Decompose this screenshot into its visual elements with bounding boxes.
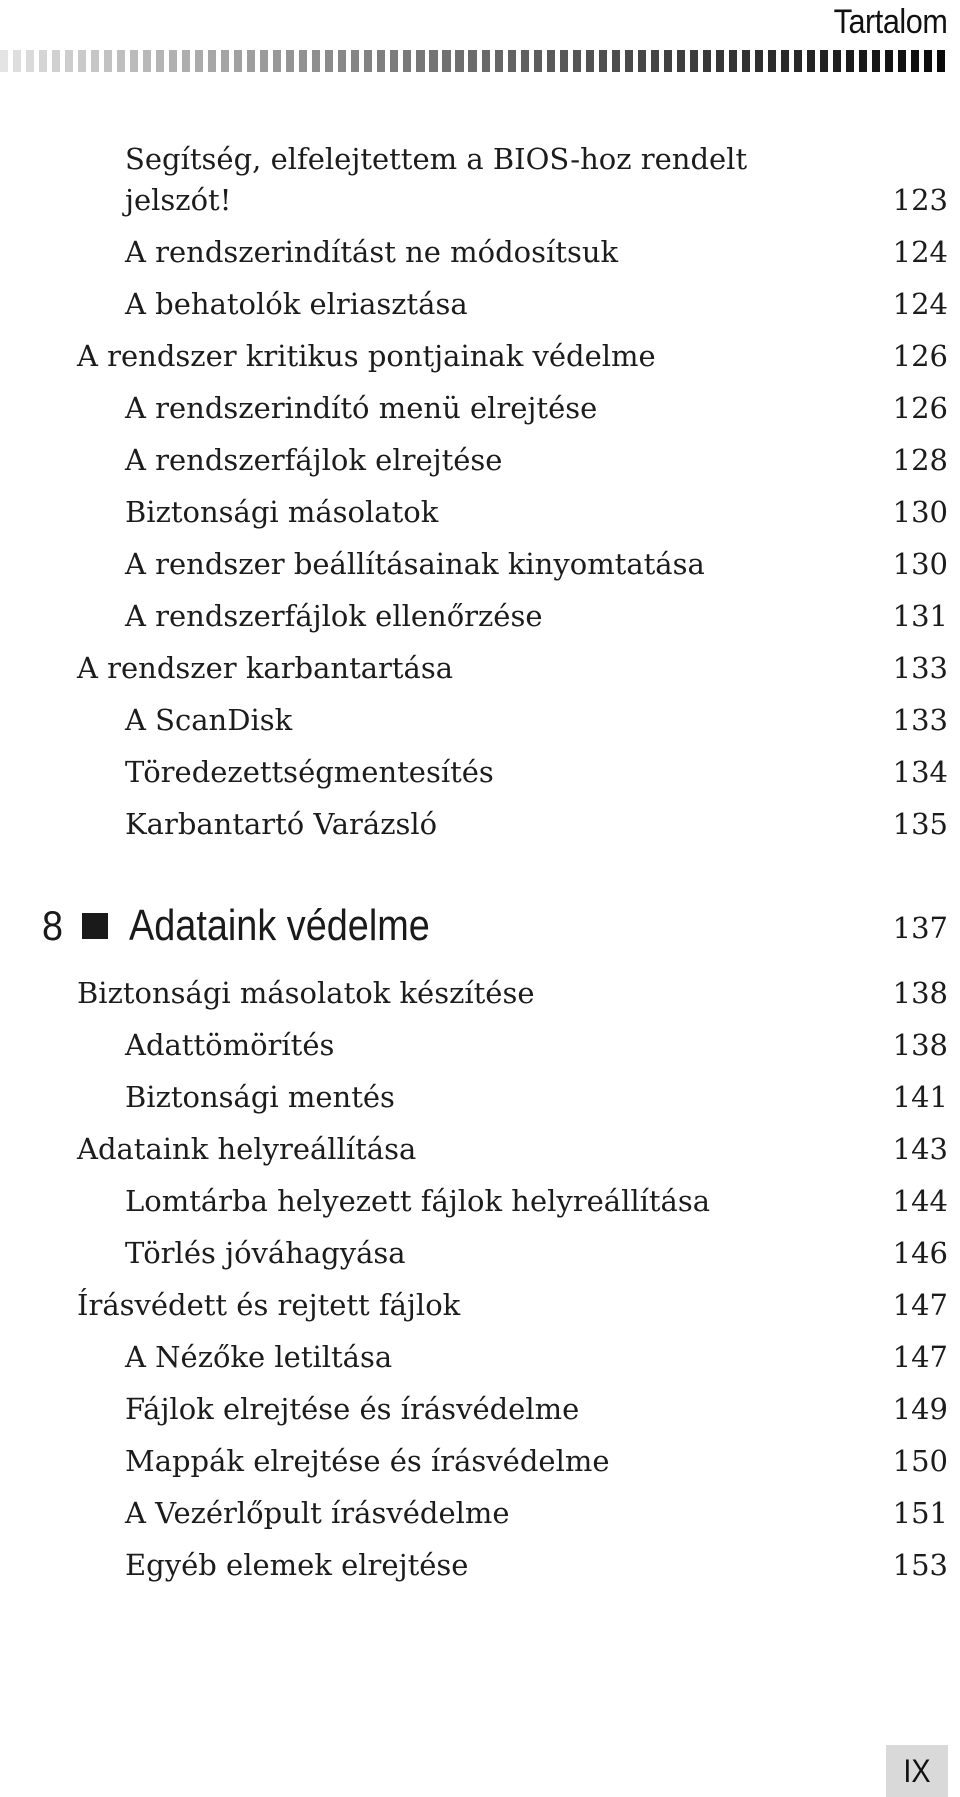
header-bar-block	[208, 50, 216, 72]
toc-entry[interactable]	[125, 1074, 948, 1120]
header-bar-block	[651, 50, 659, 72]
header-bar-block	[521, 50, 529, 72]
toc-entry-page: 124	[892, 287, 948, 321]
header-bar-block	[156, 50, 164, 72]
toc-entry-page: 153	[892, 1548, 948, 1582]
toc-entry[interactable]	[125, 697, 948, 743]
header-bar-block	[664, 50, 672, 72]
header-bar-block	[351, 50, 359, 72]
toc-entry-title: A rendszerindító menü elrejtése	[125, 391, 598, 425]
toc-entry-page: 138	[892, 976, 948, 1010]
toc-entry-title: Törlés jóváhagyása	[125, 1236, 406, 1270]
square-bullet-icon	[82, 913, 108, 939]
header-bar-block	[547, 50, 555, 72]
header-bar-block	[234, 50, 242, 72]
header-bar-block	[612, 50, 620, 72]
toc-entry-page: 151	[892, 1496, 948, 1530]
header-bar-block	[429, 50, 437, 72]
header-bar-block	[117, 50, 125, 72]
toc-entry-page: 150	[892, 1444, 948, 1478]
header-bar-block	[390, 50, 398, 72]
toc-entry-title: Biztonsági mentés	[125, 1080, 395, 1114]
toc-entry-title: A Vezérlőpult írásvédelme	[125, 1496, 510, 1530]
header-bar-block	[26, 50, 34, 72]
toc-entry-title: A rendszerindítást ne módosítsuk	[125, 235, 619, 269]
header-bar-block	[91, 50, 99, 72]
header-bar-block	[143, 50, 151, 72]
header-bar-block	[742, 50, 750, 72]
toc-entry[interactable]	[125, 801, 948, 847]
toc-entry[interactable]	[125, 281, 948, 327]
header-bar-block	[560, 50, 568, 72]
header-bar-block	[325, 50, 333, 72]
toc-entry-page: 133	[892, 703, 948, 737]
header-bar-block	[260, 50, 268, 72]
toc-entry[interactable]	[125, 1438, 948, 1484]
header-bar-block	[65, 50, 73, 72]
header-bar-block	[338, 50, 346, 72]
toc-entry-title: Biztonsági másolatok készítése	[77, 976, 535, 1010]
toc-entry-title: A behatolók elriasztása	[125, 287, 468, 321]
toc-entry[interactable]	[125, 1230, 948, 1276]
header-bar-block	[625, 50, 633, 72]
header-bar-block	[195, 50, 203, 72]
header-bar-block	[638, 50, 646, 72]
header-bar-block	[104, 50, 112, 72]
header-bar-block	[794, 50, 802, 72]
header-bar-block	[807, 50, 815, 72]
header-bar-block	[534, 50, 542, 72]
header-bar-block	[846, 50, 854, 72]
header-bar-block	[52, 50, 60, 72]
header-bar-block	[859, 50, 867, 72]
toc-entry-title: Egyéb elemek elrejtése	[125, 1548, 469, 1582]
header-bar-block	[169, 50, 177, 72]
header-bar-block	[885, 50, 893, 72]
header-bar-block	[820, 50, 828, 72]
toc-entry-page: 146	[892, 1236, 948, 1270]
header-bar-block	[924, 50, 932, 72]
toc-entry-page: 131	[892, 599, 948, 633]
toc-entry-page: 147	[892, 1340, 948, 1374]
header-bar-block	[833, 50, 841, 72]
header-bar-block	[677, 50, 685, 72]
header-bar-block	[755, 50, 763, 72]
header-bar-block	[729, 50, 737, 72]
toc-entry[interactable]	[77, 970, 948, 1016]
header-bar-block	[130, 50, 138, 72]
header-bar-block	[482, 50, 490, 72]
header-bar-block	[690, 50, 698, 72]
toc-entry[interactable]	[125, 177, 948, 223]
toc-entry-title: A ScanDisk	[125, 703, 293, 737]
toc-entry-page: 141	[892, 1080, 948, 1114]
toc-entry-page: 147	[892, 1288, 948, 1322]
toc-entry[interactable]	[77, 1126, 948, 1172]
toc-entry-title: A rendszerfájlok elrejtése	[125, 443, 503, 477]
header-bar-block	[13, 50, 21, 72]
toc-entry-page: 126	[892, 391, 948, 425]
toc-entry[interactable]	[125, 489, 948, 535]
header-bar-block	[781, 50, 789, 72]
toc-entry[interactable]	[125, 136, 948, 182]
toc-entry-title: jelszót!	[125, 183, 232, 217]
header-bar-block	[599, 50, 607, 72]
chapter-number: 8	[42, 902, 64, 949]
toc-entry[interactable]	[77, 645, 948, 691]
header-bar-block	[455, 50, 463, 72]
page-number	[886, 1745, 948, 1797]
toc-entry-title: A Nézőke letiltása	[125, 1340, 393, 1374]
toc-entry[interactable]	[125, 1542, 948, 1588]
toc-entry-page: 143	[892, 1132, 948, 1166]
header-bar-block	[468, 50, 476, 72]
toc-entry-page: 133	[892, 651, 948, 685]
toc-entry-title: Mappák elrejtése és írásvédelme	[125, 1444, 610, 1478]
toc-entry-page: 128	[892, 443, 948, 477]
toc-entry-page: 135	[892, 807, 948, 841]
header-bar-block	[78, 50, 86, 72]
toc-entry[interactable]	[125, 1178, 948, 1224]
header-bar-block	[403, 50, 411, 72]
toc-entry-title: A rendszer karbantartása	[77, 651, 454, 685]
toc-entry[interactable]	[77, 1282, 948, 1328]
toc-entry-page: 130	[892, 495, 948, 529]
header-bar-block	[273, 50, 281, 72]
toc-entry[interactable]	[125, 385, 948, 431]
header-bar-block	[937, 50, 945, 72]
toc-entry-page: 134	[892, 755, 948, 789]
header-bar-block	[703, 50, 711, 72]
toc-entry[interactable]	[125, 1334, 948, 1380]
toc-entry-title: Adataink helyreállítása	[77, 1132, 417, 1166]
page-number-label: IX	[903, 1753, 931, 1789]
toc-entry[interactable]	[77, 333, 948, 379]
header-bar-block	[312, 50, 320, 72]
toc-entry-page: 130	[892, 547, 948, 581]
header-bar-block	[442, 50, 450, 72]
toc-entry-title: Töredezettségmentesítés	[125, 755, 494, 789]
toc-entry[interactable]	[125, 593, 948, 639]
toc-entry-page: 124	[892, 235, 948, 269]
header-bar-block	[586, 50, 594, 72]
toc-entry-title: Lomtárba helyezett fájlok helyreállítása	[125, 1184, 711, 1218]
toc-entry-title: Segítség, elfelejtettem a BIOS-hoz rendelt	[125, 142, 748, 176]
toc-entry-title: A rendszer beállításainak kinyomtatása	[125, 547, 705, 581]
header-bar-block	[416, 50, 424, 72]
header-bar-block	[872, 50, 880, 72]
header-bar-block	[247, 50, 255, 72]
header-bar-block	[573, 50, 581, 72]
toc-entry[interactable]	[125, 1022, 948, 1068]
toc-entry[interactable]	[125, 437, 948, 483]
header-gradient-bar	[0, 50, 950, 72]
toc-entry-title: Biztonsági másolatok	[125, 495, 439, 529]
header-bar-block	[768, 50, 776, 72]
toc-entry-page: 144	[892, 1184, 948, 1218]
toc-entry[interactable]	[125, 541, 948, 587]
chapter-title: Adataink védelme	[129, 901, 430, 950]
toc-entry-title: Fájlok elrejtése és írásvédelme	[125, 1392, 580, 1426]
toc-entry[interactable]	[125, 229, 948, 275]
header-bar-block	[716, 50, 724, 72]
chapter-page: 137	[892, 911, 948, 945]
header-bar-block	[221, 50, 229, 72]
toc-entry-page: 138	[892, 1028, 948, 1062]
toc-entry-page: 126	[892, 339, 948, 373]
header-bar-block	[299, 50, 307, 72]
toc-entry-title: Adattömörítés	[125, 1028, 335, 1062]
header-bar-block	[898, 50, 906, 72]
toc-entry[interactable]	[125, 1490, 948, 1536]
header-bar-block	[377, 50, 385, 72]
toc-entry-page: 149	[892, 1392, 948, 1426]
toc-entry-title: Írásvédett és rejtett fájlok	[77, 1288, 461, 1322]
toc-entry-title: A rendszer kritikus pontjainak védelme	[77, 339, 656, 373]
toc-entry-title: Karbantartó Varázsló	[125, 807, 438, 841]
toc-entry-page: 123	[892, 183, 948, 217]
section-title: Tartalom	[833, 3, 947, 41]
header-bar-block	[911, 50, 919, 72]
toc-entry-title: A rendszerfájlok ellenőrzése	[125, 599, 543, 633]
header-bar-block	[286, 50, 294, 72]
toc-entry[interactable]	[125, 749, 948, 795]
toc-entry[interactable]	[125, 1386, 948, 1432]
header-bar-block	[508, 50, 516, 72]
header-bar-block	[39, 50, 47, 72]
header-bar-block	[182, 50, 190, 72]
chapter-heading[interactable]	[40, 893, 948, 959]
header-bar-block	[364, 50, 372, 72]
header-bar-block	[495, 50, 503, 72]
header-bar-block	[0, 50, 8, 72]
